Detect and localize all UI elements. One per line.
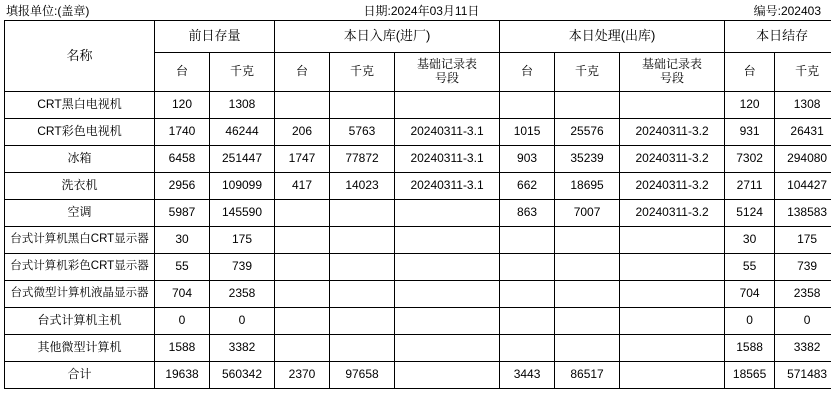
table-row [5,200,831,227]
cell-bal-tai: 7302 [725,146,775,173]
cell-in-tai [275,335,330,362]
cell-out-record [620,335,725,362]
cell-out-tai [500,308,555,335]
total-bal-kg: 571483 [775,362,831,389]
header-in-record-line1: 基础记录表 [417,57,478,72]
cell-in-tai [275,227,330,254]
cell-in-kg [330,335,395,362]
total-out-record [620,362,725,389]
cell-prev-kg: 0 [210,308,275,335]
cell-prev-tai: 5987 [155,200,210,227]
table-row [5,119,831,146]
cell-out-tai: 1015 [500,119,555,146]
cell-out-tai [500,227,555,254]
cell-in-kg [330,200,395,227]
cell-bal-tai: 931 [725,119,775,146]
cell-in-tai [275,200,330,227]
cell-prev-tai: 1588 [155,335,210,362]
cell-prev-kg: 145590 [210,200,275,227]
cell-bal-tai: 2711 [725,173,775,200]
header-group-inbound: 本日入库(进厂) [275,21,500,53]
cell-bal-tai: 704 [725,281,775,308]
cell-in-tai [275,254,330,281]
table-header [5,21,831,92]
cell-bal-kg: 1308 [775,92,831,119]
header-group-outbound: 本日处理(出库) [500,21,725,53]
cell-in-tai [275,308,330,335]
cell-in-tai: 206 [275,119,330,146]
row-name: 台式计算机黑白CRT显示器 [5,227,155,254]
cell-prev-kg: 251447 [210,146,275,173]
cell-out-record [620,227,725,254]
table-row [5,254,831,281]
row-name: 洗衣机 [5,173,155,200]
table-row [5,335,831,362]
cell-out-kg [555,335,620,362]
cell-out-kg [555,227,620,254]
cell-out-record: 20240311-3.2 [620,200,725,227]
row-name: CRT彩色电视机 [5,119,155,146]
cell-out-kg: 18695 [555,173,620,200]
cell-in-kg [330,308,395,335]
cell-prev-kg: 46244 [210,119,275,146]
cell-out-record: 20240311-3.2 [620,119,725,146]
total-prev-tai: 19638 [155,362,210,389]
row-name: 台式微型计算机液晶显示器 [5,281,155,308]
cell-out-tai [500,335,555,362]
cell-in-kg [330,92,395,119]
header-out-record-line1: 基础记录表 [642,57,703,72]
cell-out-tai [500,281,555,308]
header-in-kg: 千克 [330,53,395,92]
header-group-row [5,21,831,53]
row-name: 台式计算机彩色CRT显示器 [5,254,155,281]
row-name: 台式计算机主机 [5,308,155,335]
cell-out-kg [555,281,620,308]
cell-prev-kg: 175 [210,227,275,254]
cell-out-record: 20240311-3.2 [620,173,725,200]
total-in-record [395,362,500,389]
inventory-table [4,20,831,389]
cell-prev-kg: 739 [210,254,275,281]
cell-in-tai [275,281,330,308]
header-out-kg: 千克 [555,53,620,92]
cell-in-record [395,227,500,254]
table-row [5,173,831,200]
cell-in-record: 20240311-3.1 [395,173,500,200]
cell-bal-kg: 175 [775,227,831,254]
table-total-row [5,362,831,389]
cell-out-tai [500,254,555,281]
cell-in-kg [330,281,395,308]
cell-in-tai: 1747 [275,146,330,173]
header-prev-kg: 千克 [210,53,275,92]
header-out-record [620,53,725,92]
cell-in-record [395,92,500,119]
cell-bal-tai: 0 [725,308,775,335]
cell-in-record [395,200,500,227]
cell-in-tai [275,92,330,119]
header-out-tai: 台 [500,53,555,92]
total-bal-tai: 18565 [725,362,775,389]
cell-prev-tai: 120 [155,92,210,119]
cell-prev-tai: 30 [155,227,210,254]
total-out-kg: 86517 [555,362,620,389]
cell-bal-kg: 739 [775,254,831,281]
total-out-tai: 3443 [500,362,555,389]
cell-out-tai: 863 [500,200,555,227]
cell-prev-kg: 3382 [210,335,275,362]
total-in-tai: 2370 [275,362,330,389]
cell-bal-tai: 30 [725,227,775,254]
cell-bal-kg: 294080 [775,146,831,173]
cell-prev-tai: 1740 [155,119,210,146]
header-bal-kg: 千克 [775,53,831,92]
header-in-record-line2: 号段 [435,71,460,86]
table-row [5,281,831,308]
header-group-prev-stock: 前日存量 [155,21,275,53]
meta-row [4,0,827,20]
cell-in-kg: 5763 [330,119,395,146]
cell-bal-tai: 5124 [725,200,775,227]
cell-in-kg: 14023 [330,173,395,200]
cell-prev-kg: 109099 [210,173,275,200]
cell-bal-kg: 2358 [775,281,831,308]
cell-prev-kg: 1308 [210,92,275,119]
header-bal-tai: 台 [725,53,775,92]
cell-prev-tai: 0 [155,308,210,335]
cell-bal-kg: 138583 [775,200,831,227]
header-group-balance: 本日结存 [725,21,831,53]
cell-bal-kg: 104427 [775,173,831,200]
table-row [5,308,831,335]
cell-out-kg [555,254,620,281]
cell-out-record [620,281,725,308]
header-out-record-line2: 号段 [660,71,685,86]
cell-prev-tai: 55 [155,254,210,281]
cell-in-record [395,254,500,281]
cell-out-kg: 35239 [555,146,620,173]
cell-out-record [620,92,725,119]
cell-bal-kg: 3382 [775,335,831,362]
report-date-label: 日期:2024年03月11日 [363,3,480,18]
cell-out-tai: 662 [500,173,555,200]
cell-in-kg: 77872 [330,146,395,173]
table-row [5,227,831,254]
cell-out-record [620,254,725,281]
cell-in-record: 20240311-3.1 [395,119,500,146]
cell-bal-tai: 1588 [725,335,775,362]
cell-out-kg: 7007 [555,200,620,227]
cell-prev-kg: 2358 [210,281,275,308]
cell-in-kg [330,227,395,254]
cell-out-kg [555,308,620,335]
row-name: CRT黑白电视机 [5,92,155,119]
row-name: 冰箱 [5,146,155,173]
report-number-label: 编号:202403 [753,3,821,18]
cell-out-record: 20240311-3.2 [620,146,725,173]
cell-in-tai: 417 [275,173,330,200]
cell-out-kg [555,92,620,119]
cell-prev-tai: 704 [155,281,210,308]
reporting-unit-label: 填报单位:(盖章) [6,3,90,18]
header-in-tai: 台 [275,53,330,92]
cell-prev-tai: 2956 [155,173,210,200]
cell-in-kg [330,254,395,281]
cell-out-kg: 25576 [555,119,620,146]
cell-prev-tai: 6458 [155,146,210,173]
cell-out-record [620,308,725,335]
cell-bal-tai: 120 [725,92,775,119]
table-body [5,92,831,389]
cell-bal-kg: 0 [775,308,831,335]
cell-in-record: 20240311-3.1 [395,146,500,173]
total-prev-kg: 560342 [210,362,275,389]
table-row [5,92,831,119]
cell-bal-tai: 55 [725,254,775,281]
cell-bal-kg: 26431 [775,119,831,146]
cell-out-tai: 903 [500,146,555,173]
header-name: 名称 [5,21,155,92]
header-in-record [395,53,500,92]
cell-in-record [395,308,500,335]
row-name: 其他微型计算机 [5,335,155,362]
row-name: 空调 [5,200,155,227]
total-label: 合计 [5,362,155,389]
cell-in-record [395,281,500,308]
table-row [5,146,831,173]
cell-out-tai [500,92,555,119]
cell-in-record [395,335,500,362]
total-in-kg: 97658 [330,362,395,389]
header-prev-tai: 台 [155,53,210,92]
